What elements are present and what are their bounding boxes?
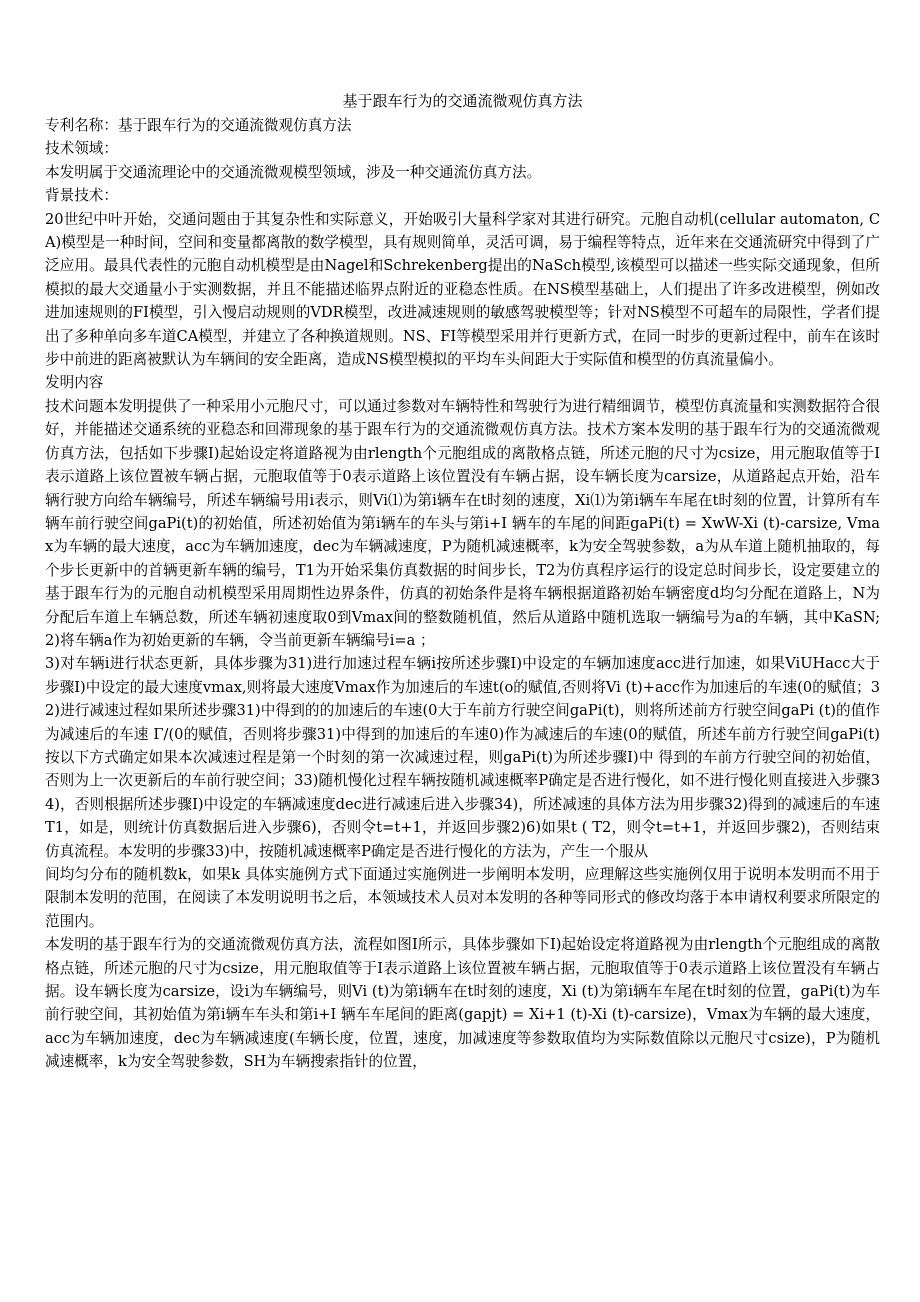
field-paragraph: 本发明属于交通流理论中的交通流微观模型领域，涉及一种交通流仿真方法。 xyxy=(45,163,542,181)
invention-paragraph-2: 3)对车辆i进行状态更新，具体步骤为31)进行加速过程车辆i按所述步骤I)中设定的车辆加速度acc进行加速，如果ViUHacc大于步骤I)中设定的最大速度vmax,则将最大速度Vmax作为加速后的车速t(o的赋值,否则将Vi (t)+acc作为加速后的车速(0的赋值；32)进行减速过程如果所述步骤31)中得到的的加速后的车速(0大于车前方行驶空间gaPi(t)，则将所述前方行驶空间gaPi (t)的值作为减速后的车速 Γ/(0的赋值，否则将步骤31)中得到的加速后的车速0)作为减速后的车速(0的赋值，所述车前方行驶空间gaPi(t)按以下方式确定如果本次减速过程是第一个时刻的第一次减速过程，则gaPi(t)为所述步骤I)中 得到的车前方行驶空间的初始值，否则为上一次更新后的车前行驶空间；33)随机慢化过程车辆按随机减速概率P确定是否进行慢化，如不进行慢化则直接进入步骤34)，否则根据所述步骤I)中设定的车辆减速度dec进行减速后进入步骤34)，所述减速的具体方法为用步骤32)得到的减速后的车速T1，如是，则统计仿真数据后进入步骤6)，否则令t=t+1，并返回步骤2)6)如果t ( T2，则令t=t+1，并返回步骤2)，否则结束仿真流程。本发明的步骤33)中，按随机减速概率P确定是否进行慢化的方法为，产生一个服从 xyxy=(45,655,880,860)
procedure-paragraph: 本发明的基于跟车行为的交通流微观仿真方法，流程如图I所示，具体步骤如下I)起始设定将道路视为由rlength个元胞组成的离散格点链，所述元胞的尺寸为csize，用元胞取值等于I表示道路上该位置被车辆占据，元胞取值等于0表示道路上该位置没有车辆占据。设车辆长度为carsize，设i为车辆编号，则Vi (t)为第i辆车在t时刻的速度，Xi (t)为第i辆车车尾在t时刻的位置，gaPi(t)为车前行驶空间，其初始值为第i辆车车头和第i+I 辆车车尾间的距离(gapjt) = Xi+1 (t)-Xi (t)-carsize)，Vmax为车辆的最大速度，acc为车辆加速度，dec为车辆减速度(车辆长度，位置，速度，加减速度等参数取值均为实际数值除以元胞尺寸csize)，P为随机减速概率，k为安全驾驶参数，SH为车辆搜索指针的位置， xyxy=(45,936,880,1071)
background-paragraph: 20世纪中叶开始，交通问题由于其复杂性和实际意义，开始吸引大量科学家对其进行研究。元胞自动机(cellular automaton, CA)模型是一种时间，空间和变量都离散的数学模型，具有规则简单，灵活可调，易于编程等特点，近年来在交通流研究中得到了广泛应用。最具代表性的元胞自动机模型是由Nagel和Schrekenberg提出的NaSch模型,该模型可以描述一些实际交通现象，但所模拟的最大交通量小于实测数据，并且不能描述临界点附近的亚稳态性质。在NS模型基础上，人们提出了许多改进模型，例如改进加速规则的FI模型，引入慢启动规则的VDR模型，改进减速规则的敏感驾驶模型等；针对NS模型不可超车的局限性，学者们提出了多种单向多车道CA模型，并建立了各种换道规则。NS、FI等模型采用并行更新方式，在同一时步的更新过程中，前车在该时步中前进的距离被默认为车辆间的安全距离，造成NS模型模拟的平均车头间距大于实际值和模型的仿真流量偏小。 xyxy=(45,210,880,369)
invention-heading: 发明内容 xyxy=(45,374,104,392)
invention-paragraph-1: 技术问题本发明提供了一种采用小元胞尺寸，可以通过参数对车辆特性和驾驶行为进行精细调节，模型仿真流量和实测数据符合很好，并能描述交通系统的亚稳态和回滞现象的基于跟车行为的交通流微观仿真方法。技术方案本发明的基于跟车行为的交通流微观仿真方法，包括如下步骤I)起始设定将道路视为由rlength个元胞组成的离散格点链，所述元胞的尺寸为csize，用元胞取值等于I表示道路上该位置被车辆占据，元胞取值等于0表示道路上该位置没有车辆占据，设车辆长度为carsize，从道路起点开始，沿车辆行驶方向给车辆编号，所述车辆编号用i表示，则Vi⑴为第i辆车在t时刻的速度，Xi⑴为第i辆车车尾在t时刻的位置，计算所有车辆车前行驶空间gaPi(t)的初始值，所述初始值为第i辆车的车头与第i+I 辆车的车尾的间距gaPi(t) = XwW-Xi (t)-carsize, Vmax为车辆的最大速度，acc为车辆加速度，dec为车辆减速度，P为随机减速概率，k为安全驾驶参数，a为从车道上随机抽取的，每个步长更新中的首辆更新车辆的编号，T1为开始采集仿真数据的时间步长，T2为仿真程序运行的设定总时间步长，设定要建立的基于跟车行为的元胞自动机模型采用周期性边界条件，仿真的初始条件是将车辆根据道路初始车辆密度d均匀分配在道路上，N为分配后车道上车辆总数，所述车辆初速度取0到Vmax间的整数随机值，然后从道路中随机选取一辆编号为a的车辆，其中KaSN;2)将车辆a作为初始更新的车辆，令当前更新车辆编号i=a ； xyxy=(45,397,880,649)
patent-name: 专利名称：基于跟车行为的交通流微观仿真方法 xyxy=(45,117,352,134)
background-heading: 背景技术： xyxy=(45,187,118,205)
embodiment-paragraph: 间均匀分布的随机数k，如果k 具体实施例方式下面通过实施例进一步阐明本发明，应理解这些实施例仅用于说明本发明而不用于限制本发明的范围，在阅读了本发明说明书之后，本领域技术人员对本发明的各种等同形式的修改均落于本申请权利要求所限定的范围内。 xyxy=(45,866,880,930)
field-heading: 技术领域： xyxy=(45,140,118,158)
document-title: 基于跟车行为的交通流微观仿真方法 xyxy=(342,92,583,110)
